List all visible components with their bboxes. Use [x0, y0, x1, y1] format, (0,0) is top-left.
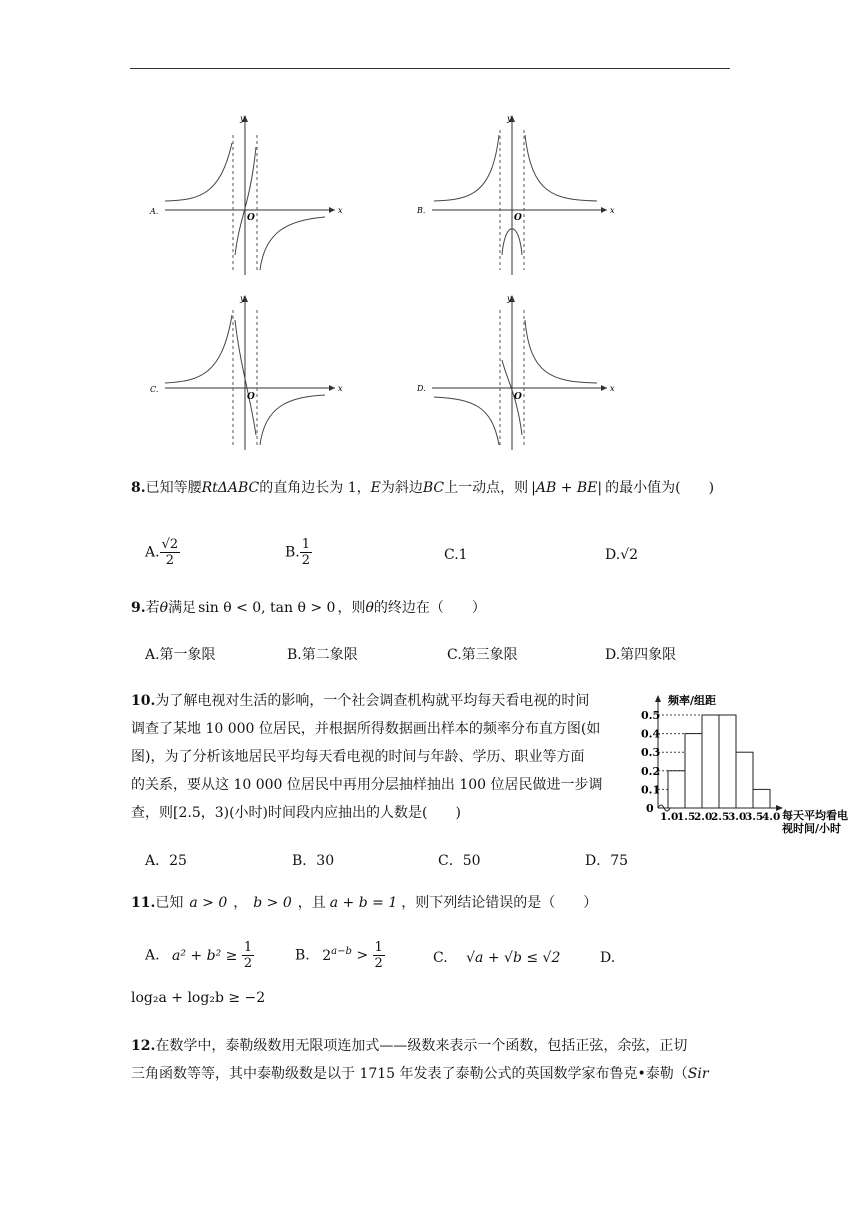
hist-x-tick-label: 2.5	[711, 811, 730, 823]
q8-option-d	[605, 545, 638, 565]
graph-c-y-label: y	[240, 294, 245, 303]
q8-text-1: 已知等腰	[145, 480, 202, 496]
question-11: 11.已知 a > 0 ， b > 0 ，且 a + b = 1 ，则下列结论错误的是（ ）	[131, 895, 598, 911]
graph-d-y-label: y	[507, 294, 512, 303]
q12-line-2-text: 三角函数等等，其中泰勒级数是以于 1715 年发表了泰勒公式的英国数学家布鲁克•泰勒（	[131, 1066, 688, 1082]
graph-a-y-label: y	[240, 114, 245, 123]
question-8-number: 8.	[131, 480, 146, 496]
graph-d-origin: O	[514, 392, 522, 402]
hist-ylabel: 频率/组距	[668, 694, 717, 707]
q8-option-a-label: A.	[145, 544, 160, 561]
q10-option-b: B．30	[292, 853, 335, 869]
q9-theta: θ	[159, 600, 169, 616]
q8-option-b-label: B.	[285, 544, 300, 561]
q8-option-c	[444, 545, 468, 565]
q11-text-3: ，则下列结论错误的是（ ）	[401, 895, 598, 911]
hist-x-tick-label: 2.0	[694, 811, 713, 823]
question-12	[131, 1032, 741, 1088]
function-graphs	[140, 105, 640, 455]
q8-a-den: 2	[165, 553, 174, 568]
q9-option-d: D.第四象限	[605, 647, 677, 663]
hist-y-tick-label: 0.5	[641, 709, 661, 722]
graph-a-origin: O	[247, 213, 255, 223]
q11-cond-3: a + b = 1	[329, 895, 398, 911]
q8-option-a-fraction	[160, 537, 181, 568]
q8-text-3: 为斜边	[380, 480, 423, 496]
q12-line-1-text: 在数学中，泰勒级数用无限项连加式——级数来表示一个函数，包括正弦，余弦，正切	[155, 1038, 688, 1054]
q11-option-a	[145, 940, 254, 971]
q11-cond-2: b > 0	[253, 895, 292, 911]
graph-b-x-label: x	[610, 206, 615, 215]
hist-x-tick-label: 4.0	[762, 811, 781, 823]
q9-text-1: 若	[145, 600, 160, 616]
hist-y-tick-label: 0.3	[641, 746, 661, 760]
hist-bar	[736, 752, 753, 808]
q8-option-b-fraction	[300, 537, 312, 568]
q10-line-5: 查，则[2.5，3)(小时)时间段内应抽出的人数是( )	[131, 805, 461, 821]
q8-option-d-label: D.	[605, 547, 621, 563]
graph-d-x-label: x	[610, 384, 615, 393]
q11-cond-1: a > 0	[189, 895, 228, 911]
header-rule	[130, 68, 730, 69]
graph-d-label: D.	[417, 384, 426, 393]
q8-text-5: 的最小值为( )	[605, 480, 715, 496]
q11-b-exponent: a−b	[331, 945, 352, 957]
graph-b-label: B.	[417, 206, 426, 215]
q8-a-num: √2	[161, 537, 179, 552]
graph-b-y-label: y	[507, 114, 512, 123]
graph-c-x-label: x	[338, 384, 343, 393]
q11-text-1: 已知	[155, 895, 184, 911]
question-9	[131, 598, 486, 618]
q11-a-expr: a² + b² ≥	[172, 947, 238, 964]
graph-d	[416, 294, 615, 450]
hist-bar	[685, 734, 702, 808]
q8-b-num: 1	[301, 537, 311, 552]
q11-b-base: 2	[322, 947, 332, 964]
q8-triangle: RtΔABC	[201, 480, 260, 496]
hist-x-tick-label: 1.5	[677, 811, 696, 823]
graph-a-x-label: x	[338, 206, 343, 215]
frequency-histogram	[640, 690, 855, 840]
q11-option-b	[295, 940, 385, 971]
question-8	[131, 478, 714, 498]
hist-bar	[719, 715, 736, 808]
q11-c-expr: √a + √b ≤ √2	[466, 950, 561, 966]
hist-xlabel-2: 视时间/小时	[782, 822, 842, 835]
q8-point-e: E	[370, 480, 381, 496]
hist-bar	[702, 715, 719, 808]
q8-vector-expr: |AB + BE|	[531, 480, 603, 496]
question-10-number: 10.	[131, 693, 156, 709]
q8-option-b	[285, 537, 312, 568]
graph-c-label: C.	[150, 385, 159, 394]
q8-option-c-value: 1	[458, 547, 468, 563]
hist-origin: 0	[646, 802, 654, 815]
q8-bc: BC	[422, 480, 445, 496]
graph-b	[416, 114, 615, 275]
graph-a	[149, 114, 343, 275]
graph-c	[150, 294, 343, 450]
hist-x-tick-label: 1.0	[660, 811, 679, 823]
q9-option-b: B.第二象限	[287, 647, 358, 663]
question-11-number: 11.	[131, 895, 156, 911]
q9-text-4: 的终边在（ ）	[373, 600, 486, 616]
q8-option-a	[145, 537, 180, 568]
hist-xlabel-1: 每天平均看电	[782, 809, 848, 822]
hist-y-tick-label: 0.2	[641, 764, 661, 778]
question-12-number: 12.	[131, 1038, 156, 1054]
q12-line-1	[131, 1032, 741, 1060]
q10-option-d: D．75	[585, 853, 629, 869]
q11-a-label: A.	[145, 947, 160, 964]
q11-b-den: 2	[374, 956, 383, 971]
q11-b-num: 1	[374, 940, 383, 955]
hist-bar	[753, 789, 770, 808]
q10-line-1-text: 为了解电视对生活的影响，一个社会调查机构就平均每天看电视的时间	[155, 693, 590, 709]
q9-option-c: C.第三象限	[447, 647, 518, 663]
q10-option-a: A．25	[145, 853, 187, 869]
graph-a-label: A.	[150, 207, 159, 216]
graph-b-origin: O	[514, 213, 522, 223]
q11-b-fraction	[373, 940, 385, 971]
q12-line-2-italic: Sir	[687, 1066, 709, 1082]
q9-condition: sin θ < 0, tan θ > 0	[198, 600, 336, 616]
graph-c-origin: O	[247, 392, 255, 402]
q8-option-c-label: C.	[444, 547, 459, 563]
q10-line-1	[131, 687, 626, 715]
q10-line-4: 的关系，要从这 10 000 位居民中再用分层抽样抽出 100 位居民做进一步调	[131, 777, 603, 793]
q11-b-rel: >	[356, 947, 369, 964]
q11-option-d: D.	[600, 950, 616, 966]
q12-line-2	[131, 1060, 741, 1088]
hist-y-tick-label: 0.1	[641, 783, 661, 797]
q11-option-d-expr: log₂a + log₂b ≥ −2	[131, 990, 266, 1006]
question-10	[131, 687, 626, 827]
question-9-number: 9.	[131, 600, 146, 616]
q10-option-c: C．50	[438, 853, 481, 869]
q9-text-2: 满足	[168, 600, 197, 616]
hist-x-tick-label: 3.5	[745, 811, 764, 823]
q11-option-c	[433, 948, 560, 968]
q11-a-num: 1	[243, 940, 253, 955]
q8-text-2: 的直角边长为 1，	[259, 480, 371, 496]
q9-option-a: A.第一象限	[145, 647, 216, 663]
q8-b-den: 2	[301, 553, 311, 568]
q8-text-4: 上一动点，则	[444, 480, 529, 496]
q9-text-3: ，则	[337, 600, 366, 616]
q11-a-den: 2	[243, 956, 253, 971]
q11-b-label: B.	[295, 947, 310, 964]
q10-line-2: 调查了某地 10 000 位居民，并根据所得数据画出样本的频率分布直方图(如	[131, 721, 601, 737]
q11-c-label: C.	[433, 950, 448, 966]
q11-a-fraction	[242, 940, 254, 971]
q11-text-2: ，且	[297, 895, 326, 911]
hist-y-tick-label: 0.4	[641, 727, 661, 741]
q8-option-d-value: √2	[620, 547, 639, 563]
q9-theta-2: θ	[365, 600, 374, 616]
q10-line-3: 图)，为了分析该地居民平均每天看电视的时间与年龄、学历、职业等方面	[131, 749, 585, 765]
hist-bar	[668, 771, 685, 808]
hist-x-tick-label: 3.0	[728, 811, 747, 823]
